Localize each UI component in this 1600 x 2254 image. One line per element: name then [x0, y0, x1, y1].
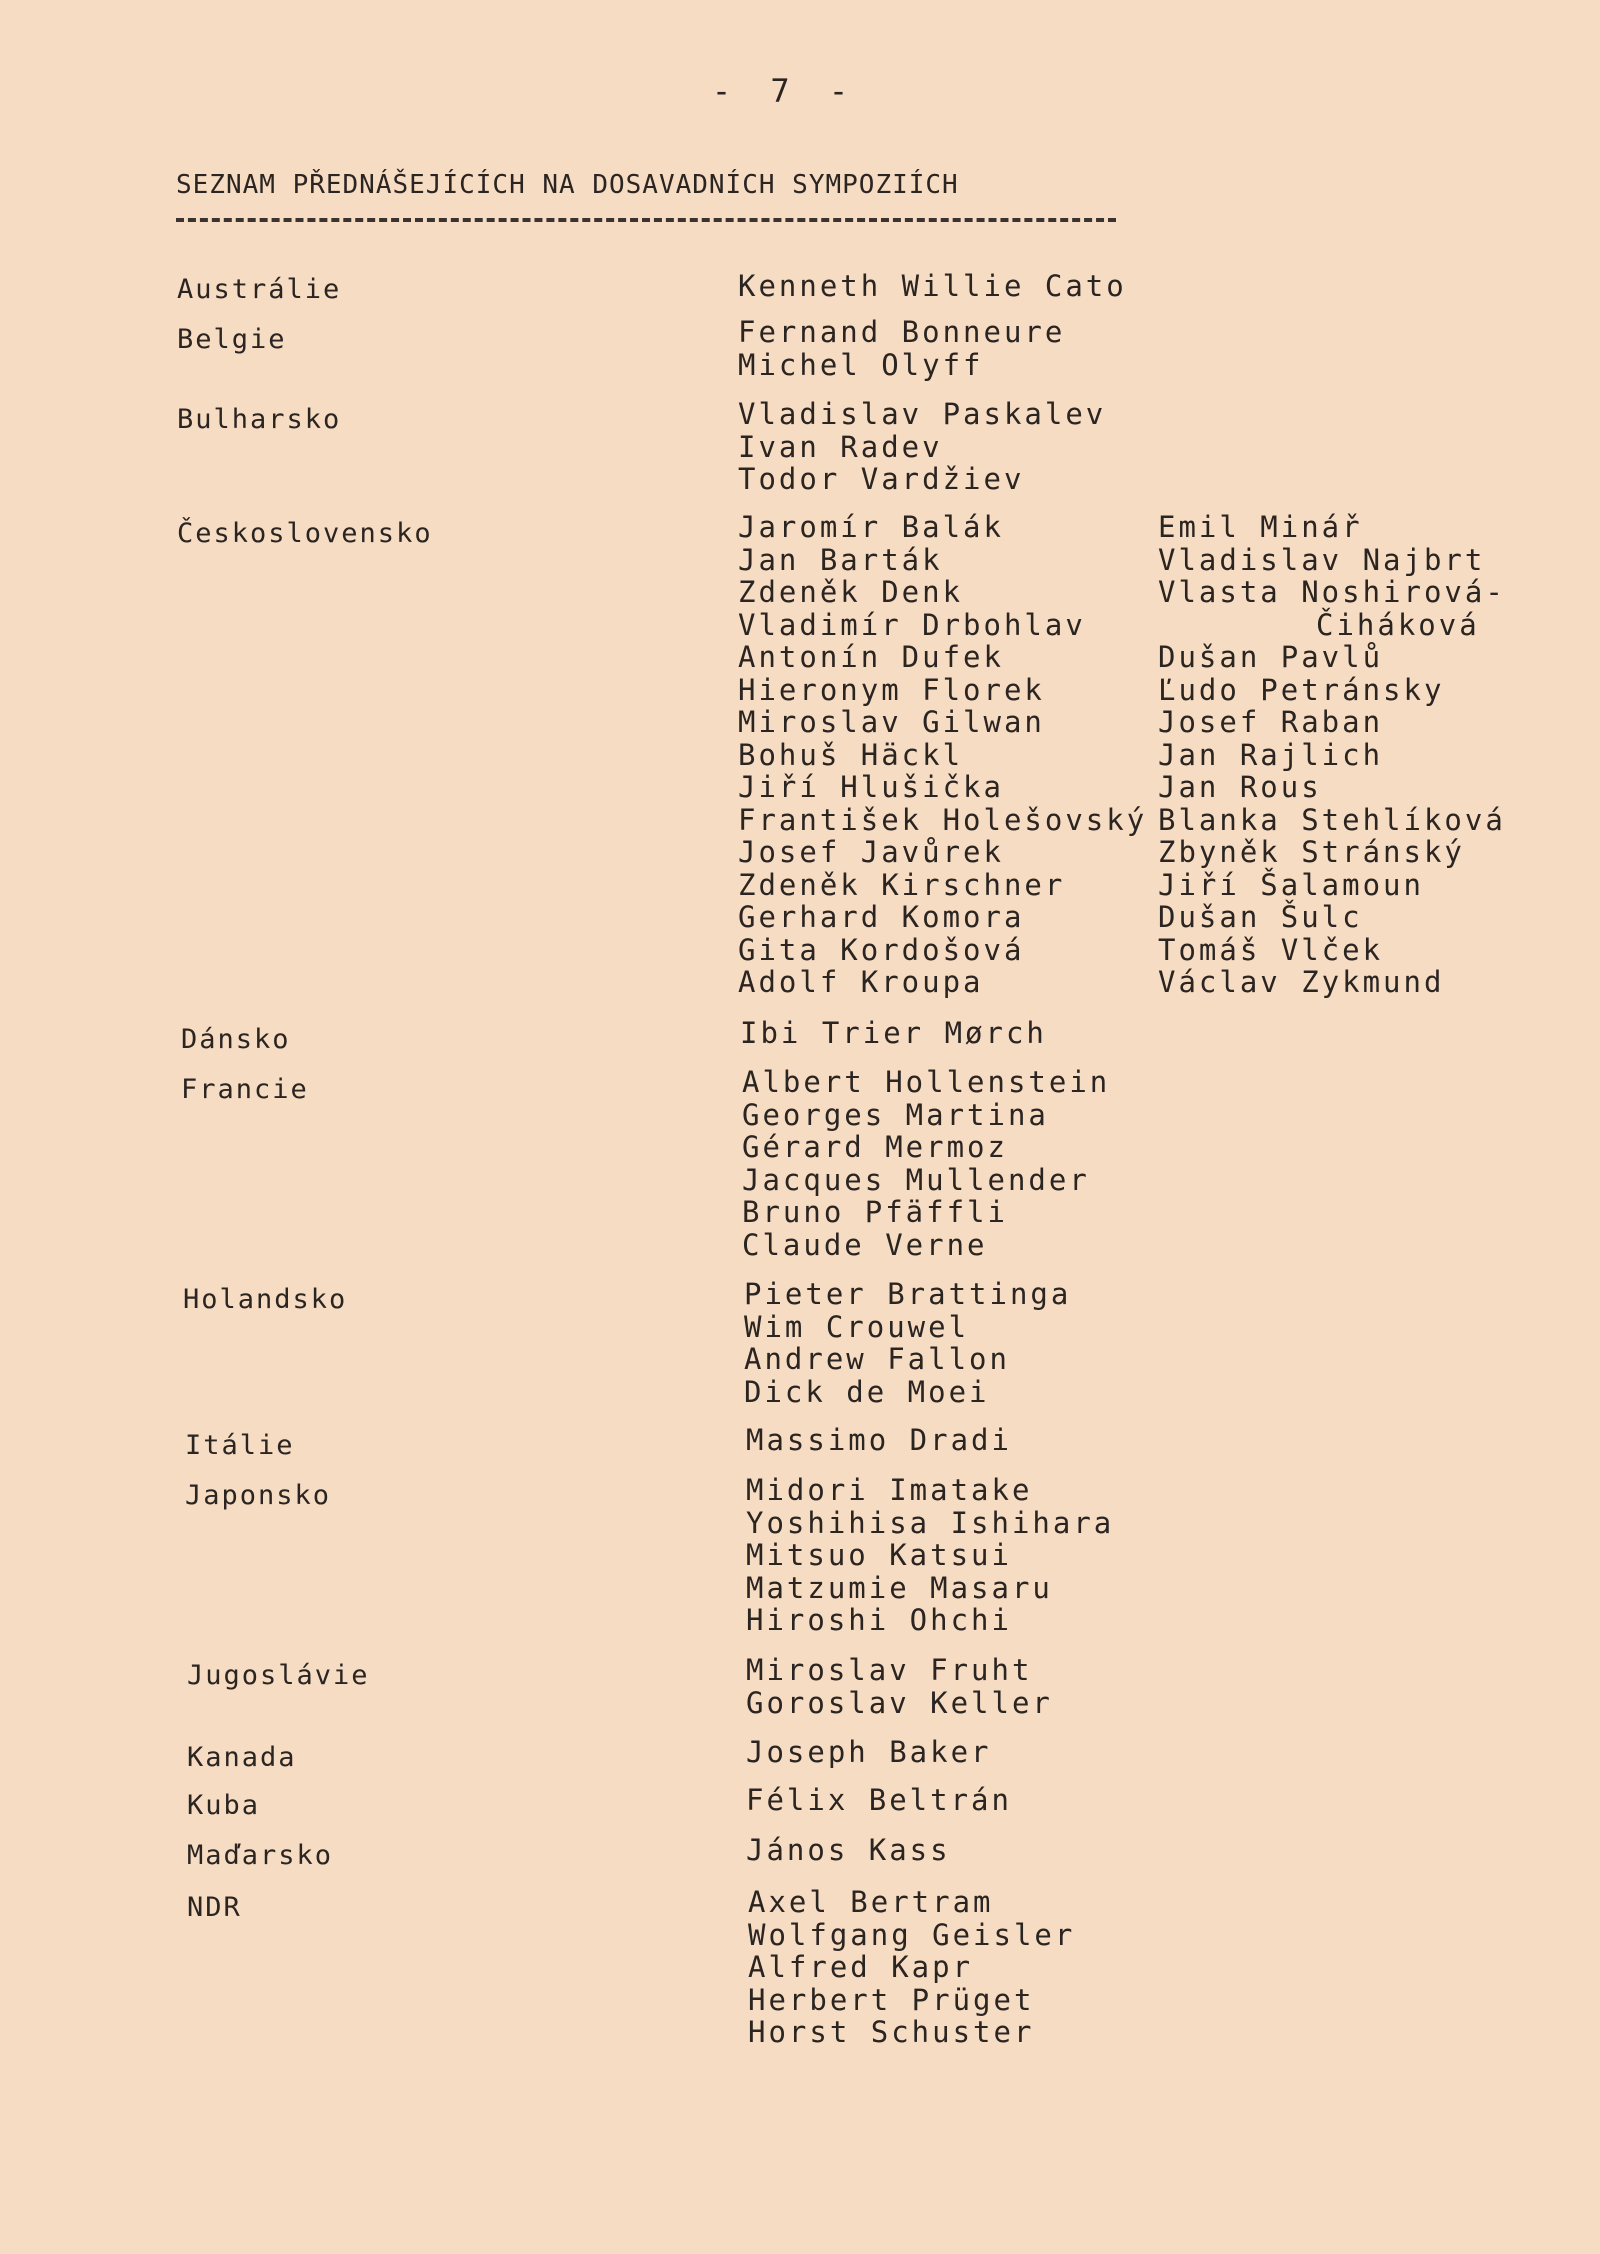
speaker-name: Félix Beltrán	[746, 1783, 1012, 1817]
speaker-name: Bohuš Häckl	[738, 737, 964, 772]
speaker-name: Jaromír Balák	[738, 510, 1004, 544]
page-title: SEZNAM PŘEDNÁŠEJÍCÍCH NA DOSAVADNÍCH SYMPOZIÍCH	[176, 170, 959, 200]
speaker-name: Dušan Pavlů	[1158, 640, 1384, 674]
speaker-name: Georges Martina	[742, 1097, 1049, 1132]
speaker-name: Andrew Fallon	[744, 1342, 1010, 1376]
speaker-list-second-column	[1158, 511, 1506, 999]
speaker-name: Hiroshi Ohchi	[746, 1603, 1012, 1637]
speaker-name: Vladislav Paskalev	[738, 397, 1107, 431]
speaker-name: Yoshihisa Ishihara	[746, 1505, 1115, 1540]
speaker-name: János Kass	[746, 1833, 951, 1867]
speaker-name: Emil Minář	[1158, 510, 1363, 544]
speaker-name: Herbert Prüget	[748, 1982, 1035, 2017]
speaker-list	[746, 1784, 1012, 1817]
country-label: Itálie	[185, 1430, 295, 1461]
speaker-name: Ibi Trier Mørch	[740, 1016, 1047, 1050]
speaker-list	[748, 1886, 1075, 2049]
speaker-name: Zbyněk Stránský	[1158, 835, 1465, 869]
speaker-name: Adolf Kroupa	[738, 965, 984, 999]
speaker-name: Dick de Moei	[744, 1374, 990, 1409]
country-label: Belgie	[177, 324, 287, 355]
speaker-list	[746, 1424, 1012, 1457]
speaker-name: Josef Raban	[1158, 705, 1384, 739]
speaker-name: Blanka Stehlíková	[1158, 802, 1506, 837]
speaker-list	[738, 270, 1127, 303]
speaker-name: Pieter Brattinga	[744, 1277, 1072, 1311]
speaker-name: Hieronym Florek	[738, 672, 1045, 707]
country-label: Kanada	[187, 1742, 297, 1773]
country-label: Holandsko	[183, 1284, 348, 1315]
country-label: Kuba	[187, 1790, 261, 1821]
speaker-name: František Holešovský	[738, 802, 1148, 837]
speaker-name: Michel Olyff	[738, 347, 984, 382]
title-underline	[176, 218, 1116, 222]
speaker-list	[738, 511, 1147, 999]
speaker-name: Fernand Bonneure	[738, 315, 1066, 349]
speaker-name: Václav Zykmund	[1158, 965, 1445, 999]
country-label: Jugoslávie	[187, 1660, 370, 1691]
speaker-list	[746, 1474, 1114, 1637]
speaker-name: Zdeněk Denk	[738, 575, 964, 609]
speaker-name: Goroslav Keller	[746, 1685, 1053, 1720]
speaker-name: Gérard Mermoz	[742, 1130, 1008, 1164]
speaker-name: Claude Verne	[742, 1227, 988, 1262]
speaker-name: Axel Bertram	[748, 1885, 994, 1919]
country-label: Maďarsko	[187, 1840, 334, 1871]
speaker-name: Jiří Hlušička	[738, 770, 1004, 804]
country-label: NDR	[187, 1892, 242, 1923]
speaker-name: Bruno Pfäffli	[742, 1195, 1008, 1229]
speaker-name: Miroslav Gilwan	[738, 705, 1045, 739]
speaker-name: Josef Javůrek	[738, 835, 1004, 869]
speaker-name: Gerhard Komora	[738, 900, 1025, 934]
speaker-name: Antonín Dufek	[738, 640, 1004, 674]
speaker-list	[746, 1834, 951, 1867]
page-number: - 7 -	[711, 72, 859, 110]
speaker-name: Midori Imatake	[746, 1473, 1033, 1507]
country-label: Francie	[181, 1074, 309, 1105]
speaker-name: Zdeněk Kirschner	[738, 867, 1066, 902]
speaker-name: Dušan Šulc	[1158, 900, 1363, 934]
speaker-list	[740, 1017, 1047, 1050]
country-label: Bulharsko	[177, 404, 342, 435]
speaker-name: Wim Crouwel	[744, 1309, 970, 1344]
speaker-name: Horst Schuster	[748, 2015, 1035, 2049]
speaker-name: Joseph Baker	[746, 1735, 992, 1769]
speaker-name: Gita Kordošová	[738, 932, 1025, 967]
speaker-list	[744, 1278, 1071, 1408]
speaker-name: Matzumie Masaru	[746, 1570, 1053, 1605]
speaker-list	[738, 316, 1065, 381]
speaker-name: Vladislav Najbrt	[1158, 542, 1486, 577]
speaker-name: Albert Hollenstein	[742, 1065, 1111, 1099]
country-label: Dánsko	[181, 1024, 291, 1055]
country-label: Československo	[177, 518, 433, 549]
speaker-name: Kenneth Willie Cato	[738, 269, 1127, 303]
speaker-name-continuation: Čiháková	[1316, 607, 1480, 642]
speaker-name: Ivan Radev	[738, 429, 943, 464]
speaker-name: Massimo Dradi	[746, 1423, 1012, 1457]
speaker-name: Alfred Kapr	[748, 1950, 974, 1984]
speaker-name: Ľudo Petránsky	[1158, 672, 1445, 707]
speaker-name: Vladimír Drbohlav	[738, 607, 1086, 642]
speaker-name: Wolfgang Geisler	[748, 1917, 1076, 1952]
speaker-name: Tomáš Vlček	[1158, 932, 1384, 967]
speaker-list	[746, 1736, 992, 1769]
country-label: Japonsko	[185, 1480, 332, 1511]
speaker-name: Jacques Mullender	[742, 1162, 1090, 1197]
speaker-name: Mitsuo Katsui	[746, 1538, 1012, 1572]
speaker-list	[738, 398, 1106, 496]
speaker-name: Miroslav Fruht	[746, 1653, 1033, 1687]
speaker-name: Jan Barták	[738, 542, 943, 577]
speaker-name: Vlasta Noshirová-	[1158, 575, 1506, 609]
speaker-name: Jiří Šalamoun	[1158, 867, 1424, 902]
speaker-list	[746, 1654, 1053, 1719]
speaker-list	[742, 1066, 1110, 1261]
speaker-name: Jan Rous	[1158, 770, 1322, 804]
country-label: Austrálie	[177, 274, 342, 305]
speaker-name: Todor Vardžiev	[738, 462, 1025, 496]
speaker-name: Jan Rajlich	[1158, 737, 1384, 772]
